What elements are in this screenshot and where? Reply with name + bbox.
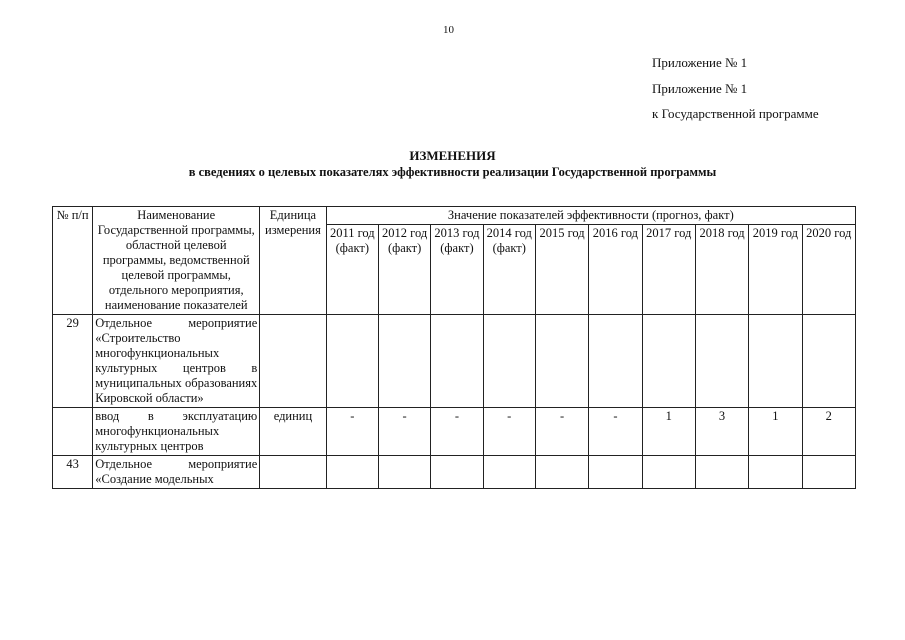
table-row: [53, 315, 856, 408]
header-year: 2013 год (факт): [431, 225, 483, 315]
row-value: [695, 456, 748, 489]
row-value: [749, 456, 802, 489]
appendix-line-1: Приложение № 1: [652, 55, 748, 70]
row-value: 1: [642, 408, 695, 456]
row-value: -: [378, 408, 430, 456]
row-value: [802, 315, 855, 408]
header-year: 2012 год (факт): [378, 225, 430, 315]
row-value: -: [326, 408, 378, 456]
row-value: 3: [695, 408, 748, 456]
row-num: [53, 408, 93, 456]
row-value: -: [535, 408, 588, 456]
header-year: 2019 год: [749, 225, 802, 315]
header-year: 2014 год (факт): [483, 225, 535, 315]
document-title: ИЗМЕНЕНИЯ: [409, 148, 496, 163]
row-value: [326, 456, 378, 489]
table-row: [53, 456, 856, 489]
row-value: [431, 456, 483, 489]
row-value: [535, 315, 588, 408]
row-num: 43: [53, 456, 93, 489]
row-num: 29: [53, 315, 93, 408]
row-value: [326, 315, 378, 408]
row-value: 1: [749, 408, 802, 456]
header-year: 2015 год: [535, 225, 588, 315]
row-name: ввод в эксплуатацию многофункциональных культурных центров: [93, 408, 260, 456]
row-value: [589, 315, 642, 408]
header-name: Наименование Государственной программы, областной целевой программы, ведомственной целевой программы, отдельного мероприятия, наименование показателей: [93, 207, 260, 315]
row-unit: единиц: [260, 408, 326, 456]
row-value: 2: [802, 408, 855, 456]
row-value: [431, 315, 483, 408]
indicators-table: [52, 206, 856, 489]
header-year: 2020 год: [802, 225, 855, 315]
header-num: № п/п: [53, 207, 93, 315]
row-value: [642, 315, 695, 408]
header-year: 2011 год (факт): [326, 225, 378, 315]
header-values-group: Значение показателей эффективности (прогноз, факт): [326, 207, 855, 225]
appendix-line-3: к Государственной программе: [652, 106, 819, 121]
row-value: [749, 315, 802, 408]
row-name: Отдельное мероприятие «Создание модельных: [93, 456, 260, 489]
row-value: [378, 456, 430, 489]
header-unit: Единица измерения: [260, 207, 326, 315]
header-year: 2018 год: [695, 225, 748, 315]
header-year: 2016 год: [589, 225, 642, 315]
row-unit: [260, 315, 326, 408]
row-value: [378, 315, 430, 408]
row-value: [695, 315, 748, 408]
row-value: [589, 456, 642, 489]
row-value: [802, 456, 855, 489]
header-year: 2017 год: [642, 225, 695, 315]
document-subtitle: в сведениях о целевых показателях эффективности реализации Государственной программы: [188, 165, 717, 179]
row-value: -: [483, 408, 535, 456]
row-value: -: [431, 408, 483, 456]
appendix-line-2: Приложение № 1: [652, 81, 748, 96]
row-value: [483, 315, 535, 408]
row-name: Отдельное мероприятие «Строительство многофункциональных культурных центров в муниципальных образованиях Кировской области»: [93, 315, 260, 408]
row-value: [535, 456, 588, 489]
row-unit: [260, 456, 326, 489]
table-row: [53, 408, 856, 456]
row-value: [642, 456, 695, 489]
row-value: [483, 456, 535, 489]
row-value: -: [589, 408, 642, 456]
header-row-1: [53, 207, 856, 225]
page-number: 10: [443, 24, 454, 36]
